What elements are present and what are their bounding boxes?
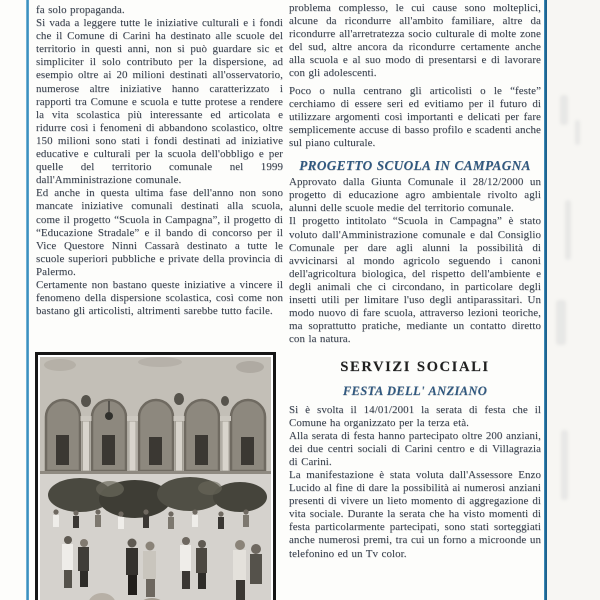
section-heading-festa-dell-anziano: FESTA DELL' ANZIANO <box>342 384 488 399</box>
body-paragraph: Ed anche in questa ultima fase dell'anno non sono mancate iniziative comunali destinati alla scuola, come il progetto “Scuola in Campagna”, il progetto di “Educazione Stradale” e il bando di concorso per il Vice Questore Ninni Cassarà destinato a tutte le scuole superiori pubbliche e private della provincia di Palermo. <box>36 187 283 278</box>
body-paragraph: Il progetto intitolato “Scuola in Campagna” è stato voluto dall'Amministrazione comunale e dal Consiglio Comunale per dare agli alunni la possibilità di avvicinarsi al mondo agricolo seguendo i canoni dell'agricoltura biologica, del rispetto dell'ambiente e degli animali che ci circondano, in particolare degli insetti utili per limitare l'uso degli antiparassitari. Un modo nuovo di fare scuola, attraverso lezioni teoriche, ma soprattutto pratiche, mediante un contatto diretto con la natura. <box>289 215 541 346</box>
body-paragraph: problema complesso, le cui cause sono molteplici, alcune da ricondurre all'ambito familiare, altre da ricondurre all'arretratezza socio culturale di molte zone del sud, altre ancora da ricondurre certamente anche alla scuola e al suo modo di presentarsi e di lavorare con gli adolescenti. <box>289 2 541 80</box>
body-paragraph: Si vada a leggere tutte le iniziative culturali e i fondi che il Comune di Carini ha destinato alle scuole del territorio in questi anni, non si può guardare sic et simpliciter il solo contributo per la dispersione, ad esempio oltre ai 20 milioni destinati all'osservatorio, numerose altre iniziative hanno caratterizzato i rapporti tra Comune e scuola e tutte protese a rendere la vita scolastica più interessante ed articolata e ridurre così i fenomeni di abbandono scolastico, oltre 150 milioni sono stati i fondi destinati ad iniziative educative e culturali per la scuola dell'obbligo e per quelle del territorio comunale nel 1999 dall'Amministrazione comunale. <box>36 17 283 187</box>
scan-bleedthrough-mark <box>575 120 580 145</box>
body-paragraph: Si è svolta il 14/01/2001 la serata di festa che il Comune ha organizzato per la terza età. <box>289 403 541 429</box>
body-paragraph: Alla serata di festa hanno partecipato oltre 200 anziani, dei due centri sociali di Carini centro e di Villagrazia di Carini. <box>289 429 541 468</box>
section-heading-progetto-scuola-in-campagna: PROGETTO SCUOLA IN CAMPAGNA <box>299 158 531 174</box>
left-border-rule <box>26 0 29 600</box>
courtyard-photo <box>35 352 276 600</box>
body-paragraph: La manifestazione è stata voluta dall'Assessore Enzo Lucido al fine di dare la possibilità ai numerosi anziani presenti di vivere un lieto momento di aggregazione di vita sociale. Durante la serata che ha visto momenti di festa particolarmente partecipati, sono stati sorteggiati anche numerosi premi, tra cui un forno a microonde un telefonino ed un Tv color. <box>289 469 541 560</box>
courtyard-photo-image <box>40 357 271 600</box>
right-border-rule <box>544 0 547 600</box>
scan-bleedthrough-mark <box>556 300 566 345</box>
scan-bleedthrough-mark <box>565 200 571 260</box>
section-heading-servizi-sociali: SERVIZI SOCIALI <box>340 359 490 376</box>
right-column <box>289 0 541 561</box>
body-paragraph: Poco o nulla centrano gli articolisti o le “feste” cerchiamo di essere seri ed evitiamo per il futuro di utilizzare argomenti così importanti e delicati per fare semplicemente accuse di basso profilo e scadenti anche sul piano culturale. <box>289 84 541 149</box>
body-paragraph: Approvato dalla Giunta Comunale il 28/12/2000 un progetto di educazione agro ambientale rivolto agli alunni delle scuole medie del territorio comunale. <box>289 176 541 215</box>
scan-bleedthrough-mark <box>560 95 568 125</box>
body-paragraph: Certamente non bastano queste iniziative a vincere il fenomeno della dispersione scolastica, così come non bastano gli articolisti, altrimenti sarebbe tutto facile. <box>36 278 283 318</box>
body-paragraph: fa solo propaganda. <box>36 4 125 16</box>
scan-bleedthrough-mark <box>561 430 568 500</box>
right-page-margin <box>547 0 600 600</box>
left-column <box>36 0 283 318</box>
